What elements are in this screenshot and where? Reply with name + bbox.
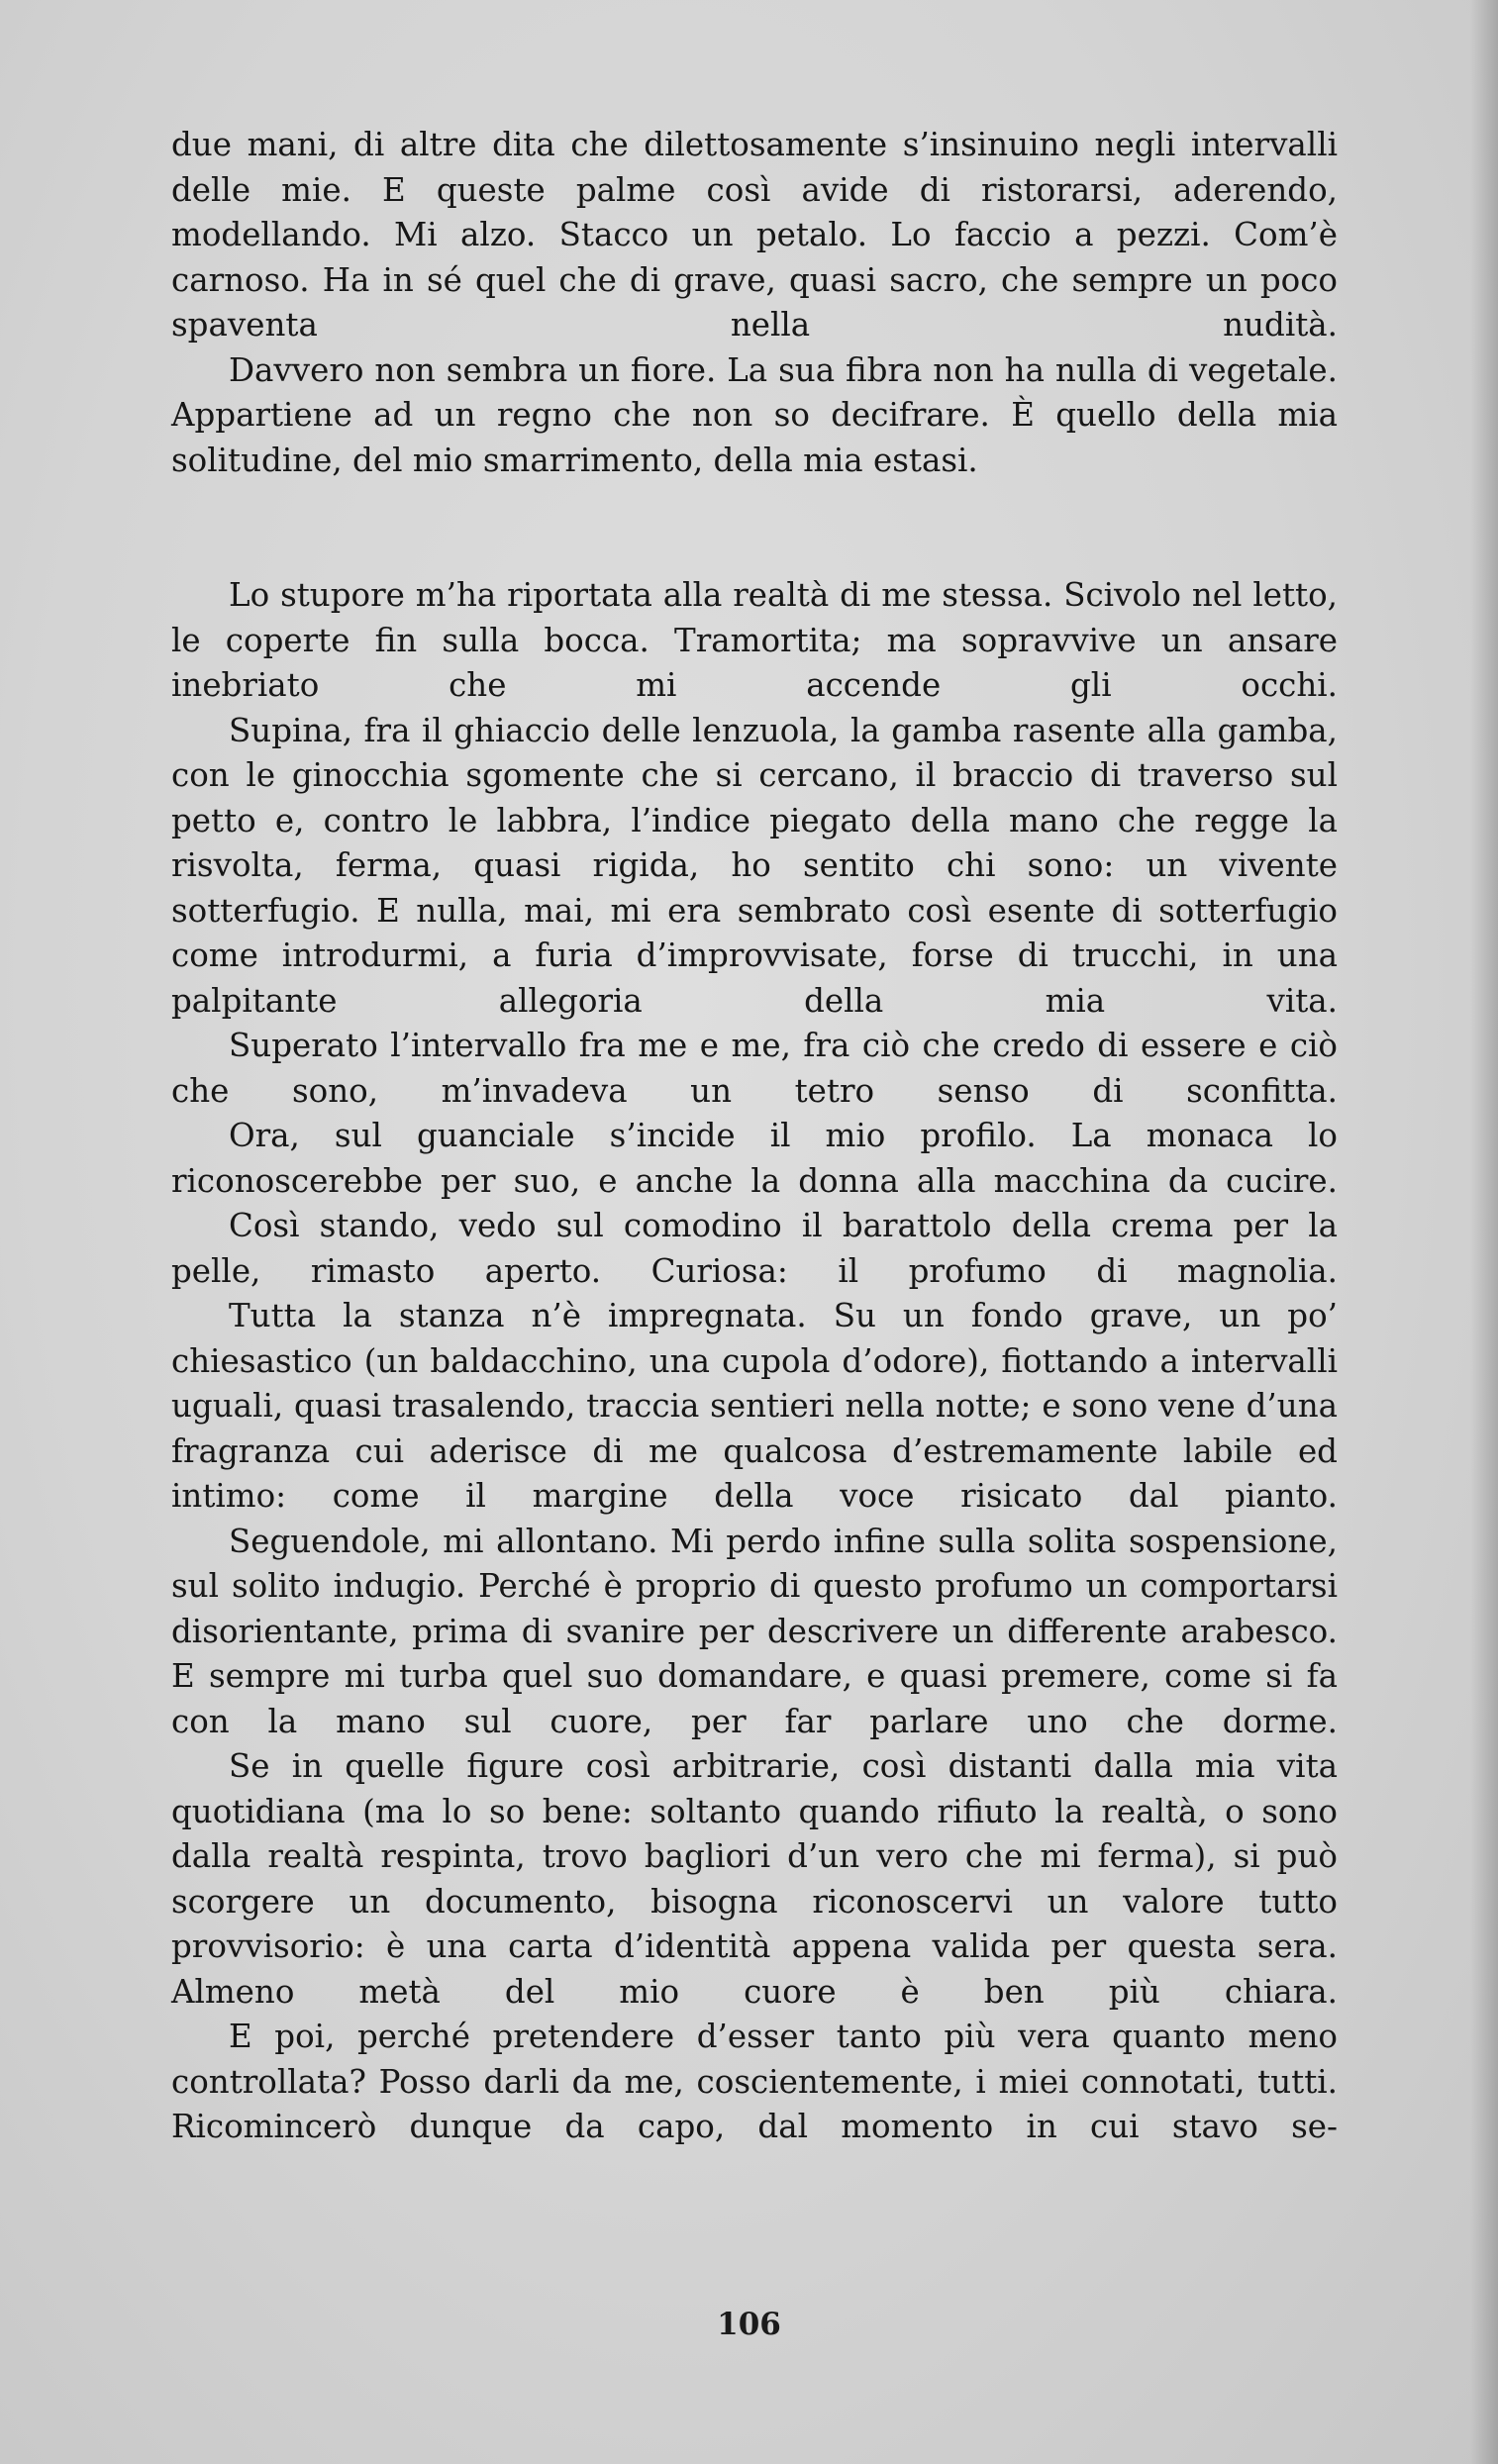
paragraph-6: Ora, sul guanciale s’incide il mio profilo. La monaca lo riconoscerebbe per suo, e anche la donna alla macchina da cucire. bbox=[171, 1117, 1338, 1200]
paragraph-2: Davvero non sembra un fiore. La sua fibra non ha nulla di vegetale. Appartiene ad un regno che non so decifrare. È quello della mia solitudine, del mio smarrimento, della mia estasi. bbox=[171, 350, 1338, 479]
paragraph-10: Se in quelle figure così arbitrarie, così distanti dalla mia vita quotidiana (ma lo so bene: soltanto quando rifiuto la realtà, o sono dalla realtà respinta, trovo bagliori d’un vero che mi ferma), si può scorgere un documento, bisogna riconoscervi un valore tutto provvisorio: è una carta d’identità appena valida per questa sera. Almeno metà del mio cuore è ben più chiara. bbox=[171, 1747, 1338, 2011]
paragraph-3: Lo stupore m’ha riportata alla realtà di me stessa. Scivolo nel letto, le coperte fin sulla bocca. Tramortita; ma sopravvive un ansare inebriato che mi accende gli occhi. bbox=[171, 576, 1338, 704]
paragraph-5: Superato l’intervallo fra me e me, fra ciò che credo di essere e ciò che sono, m’invadeva un tetro senso di sconfitta. bbox=[171, 1027, 1338, 1110]
page-number: 106 bbox=[717, 2307, 781, 2342]
paragraph-9: Seguendole, mi allontano. Mi perdo infine sulla solita sospensione, sul solito indugio. Perché è proprio di questo profumo un comportarsi disorientante, prima di svanire per descrivere un differente arabesco. E sempre mi turba quel suo domandare, e quasi premere, come si fa con la mano sul cuore, per far parlare uno che dorme. bbox=[171, 1522, 1338, 1740]
paragraph-11: E poi, perché pretendere d’esser tanto più vera quanto meno controllata? Posso darli da me, coscientemente, i miei connotati, tutti. Ricomincerò dunque da capo, dal momento in cui stavo se- bbox=[171, 2018, 1338, 2145]
body-text bbox=[171, 123, 1338, 2150]
paragraph-8: Tutta la stanza n’è impregnata. Su un fondo grave, un po’ chiesastico (un baldacchino, una cupola d’odore), fiottando a intervalli uguali, quasi trasalendo, traccia sentieri nella notte; e sono vene d’una fragranza cui aderisce di me qualcosa d’estremamente labile ed intimo: come il margine della voce risicato dal pianto. bbox=[171, 1297, 1338, 1515]
paragraph-7: Così stando, vedo sul comodino il barattolo della crema per la pelle, rimasto aperto. Curiosa: il profumo di magnolia. bbox=[171, 1207, 1338, 1290]
paragraph-1: due mani, di altre dita che dilettosamente s’insinuino negli intervalli delle mie. E queste palme così avide di ristorarsi, aderendo, modellando. Mi alzo. Stacco un petalo. Lo faccio a pezzi. Com’è carnoso. Ha in sé quel che di grave, quasi sacro, che sempre un poco spaventa nella nudità. bbox=[171, 126, 1338, 344]
section-break bbox=[171, 483, 1338, 573]
paragraph-4: Supina, fra il ghiaccio delle lenzuola, la gamba rasente alla gamba, con le ginocchia sgomente che si cercano, il braccio di traverso sul petto e, contro le labbra, l’indice piegato della mano che regge la risvolta, ferma, quasi rigida, ho sentito chi sono: un vivente sotterfugio. E nulla, mai, mi era sembrato così esente di sotterfugio come introdurmi, a furia d’improvvisate, forse di trucchi, in una palpitante allegoria della mia vita. bbox=[171, 711, 1338, 1020]
page-edge-shadow bbox=[1470, 0, 1498, 2464]
